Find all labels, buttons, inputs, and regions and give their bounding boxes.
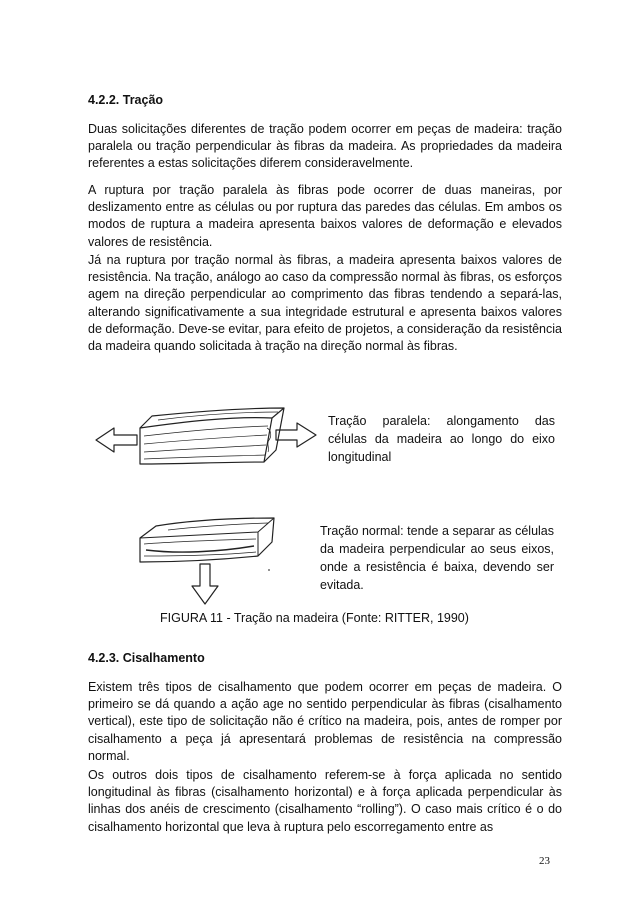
figure-caption: FIGURA 11 - Tração na madeira (Fonte: RITTER, 1990) bbox=[160, 611, 469, 625]
page-number: 23 bbox=[539, 855, 550, 867]
paragraph-tracao-2: A ruptura por tração paralela às fibras pode ocorrer de duas maneiras, por deslizamento entre as células ou por ruptura das paredes das células. Em ambos os modos de ruptura a madeira apresenta baixos valores de deformação e elevados valores de resistência. bbox=[88, 183, 562, 249]
wood-parallel-traction-illustration bbox=[92, 400, 332, 480]
paragraph-tracao-3: Já na ruptura por tração normal às fibras, a madeira apresenta baixos valores de resistência. Na tração, análogo ao caso da compressão normal às fibras, os esforços agem na direção perpendicular ao comprimento das fibras tendendo a separá-las, alterando significativamente a sua integridade estrutural e apresenta baixos valores de deformação. Deve-se evitar, para efeito de projetos, a consideração da resistência da madeira quando solicitada à tração na direção normal às fibras. bbox=[88, 253, 562, 354]
paragraph-tracao-1: Duas solicitações diferentes de tração podem ocorrer em peças de madeira: tração paralela ou tração perpendicular às fibras da madeira. As propriedades da madeira referentes a estas solicitações diferem consideravelmente. bbox=[88, 122, 562, 171]
wood-normal-traction-illustration bbox=[138, 508, 288, 612]
section-heading-tracao: 4.2.2. Tração bbox=[88, 93, 164, 107]
paragraph-cisalhamento-2: Os outros dois tipos de cisalhamento referem-se à força aplicada no sentido longitudinal às fibras (cisalhamento horizontal) e à força aplicada perpendicular às linhas dos anéis de crescimento (cisalhamento “rolling”). O caso mais crítico é o do cisalhamento horizontal que leva à ruptura pelo escorregamento entre as bbox=[88, 768, 562, 834]
wood-block-outline bbox=[140, 518, 274, 562]
left-arrow-icon bbox=[96, 428, 137, 452]
section-heading-cisalhamento: 4.2.3. Cisalhamento bbox=[88, 651, 205, 665]
parallel-traction-description: Tração paralela: alongamento das células da madeira ao longo do eixo longitudinal bbox=[328, 414, 555, 464]
paragraph-cisalhamento-1: Existem três tipos de cisalhamento que podem ocorrer em peças de madeira. O primeiro se dá quando a ação age no sentido perpendicular às fibras (cisalhamento vertical), este tipo de solicitação não é crítico na madeira, pois, antes de romper por cisalhamento a peça já apresentará problemas de resistência na compressão normal. bbox=[88, 680, 562, 763]
right-arrow-icon bbox=[276, 423, 316, 447]
normal-traction-description: Tração normal: tende a separar as células da madeira perpendicular ao seus eixos, onde a resistência é baixa, devendo ser evitada. bbox=[320, 524, 554, 592]
down-arrow-icon bbox=[192, 564, 218, 604]
